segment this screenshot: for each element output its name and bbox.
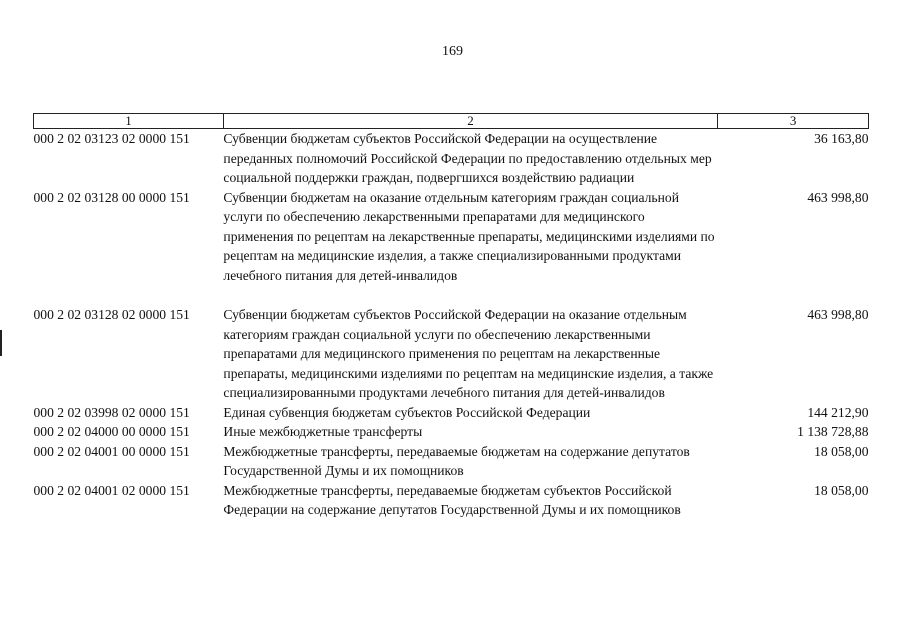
row-code: 000 2 02 03998 02 0000 151 <box>33 404 190 420</box>
table-row <box>34 481 869 520</box>
table-row <box>34 403 869 423</box>
row-code: 000 2 02 04001 02 0000 151 <box>33 482 190 498</box>
row-amount: 463 998,80 <box>807 189 869 205</box>
page-number: 169 <box>442 44 463 59</box>
row-description: Межбюджетные трансферты, передаваемые бюджетам субъектов Российской Федерации на содержание депутатов Государственной Думы и их помощников <box>223 482 681 517</box>
row-amount: 18 058,00 <box>814 482 869 498</box>
table-row <box>34 129 869 188</box>
row-spacer <box>34 285 869 305</box>
table-row <box>34 442 869 481</box>
scan-edge-mark <box>0 330 2 356</box>
table-header-row <box>34 114 869 129</box>
row-amount: 1 138 728,88 <box>797 424 869 439</box>
row-code: 000 2 02 04000 00 0000 151 <box>33 424 190 439</box>
row-code: 000 2 02 03128 02 0000 151 <box>33 307 190 322</box>
table-row <box>34 188 869 286</box>
row-code: 000 2 02 03128 00 0000 151 <box>33 189 190 205</box>
column-header-code: 1 <box>34 114 224 129</box>
row-description: Субвенции бюджетам субъектов Российской Федерации на оказание отдельным категориям граждан социальной услуги по обеспечению лекарственными препаратами для медицинского применения по рецептам на лекарственные препараты, медицинскими изделиями по рецептам на медицинские изделия, а также специализированными продуктами лечебного питания для детей-инвалидов <box>223 307 714 400</box>
row-amount: 144 212,90 <box>807 404 869 420</box>
column-header-amount: 3 <box>718 114 869 129</box>
row-code: 000 2 02 04001 00 0000 151 <box>33 443 190 459</box>
table-row <box>34 305 869 403</box>
budget-table <box>33 113 869 520</box>
row-amount: 463 998,80 <box>807 307 869 322</box>
column-header-description: 2 <box>223 114 717 129</box>
table-row <box>34 422 869 442</box>
row-amount: 36 163,80 <box>814 131 869 146</box>
row-description: Иные межбюджетные трансферты <box>223 424 423 439</box>
row-description: Межбюджетные трансферты, передаваемые бюджетам на содержание депутатов Государственной Думы и их помощников <box>223 443 690 478</box>
row-description: Единая субвенция бюджетам субъектов Российской Федерации <box>223 404 591 420</box>
row-code: 000 2 02 03123 02 0000 151 <box>33 131 190 146</box>
row-description: Субвенции бюджетам на оказание отдельным категориям граждан социальной услуги по обеспечению лекарственными препаратами для медицинского применения по рецептам на лекарственные препараты, медицинскими изделиями по рецептам на медицинские изделия, а также специализированными продуктами лечебного питания для детей-инвалидов <box>223 189 715 283</box>
row-description: Субвенции бюджетам субъектов Российской Федерации на осуществление переданных полномочий Российской Федерации по предоставлению отдельных мер социальной поддержки граждан, подвергшихся воздействию радиации <box>223 131 712 185</box>
row-amount: 18 058,00 <box>814 443 869 459</box>
